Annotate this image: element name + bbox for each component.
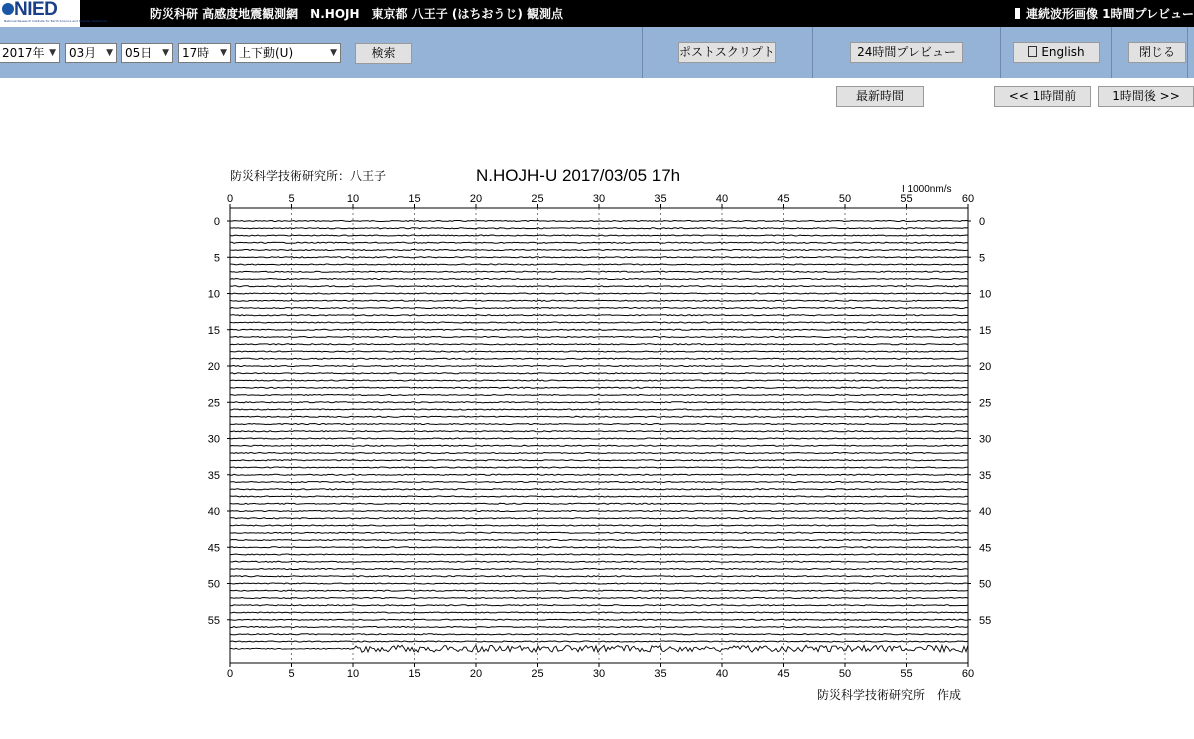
- x-tick-label-top: 5: [288, 193, 295, 205]
- month-value: 03月: [69, 46, 97, 60]
- waveform-trace: [230, 482, 968, 483]
- x-tick-label-top: 45: [777, 193, 790, 205]
- waveform-trace: [230, 235, 968, 236]
- waveform-trace: [230, 387, 968, 388]
- x-tick-label-top: 10: [346, 193, 360, 205]
- x-tick-label-bottom: 25: [531, 668, 544, 680]
- waveform-trace: [230, 641, 968, 642]
- x-tick-label-bottom: 30: [592, 668, 606, 680]
- y-tick-label-left: 5: [213, 252, 220, 265]
- x-tick-label-top: 55: [900, 193, 913, 205]
- chart-footer: 防災科学技術研究所 作成: [817, 688, 962, 702]
- x-tick-label-top: 15: [408, 193, 421, 205]
- y-tick-label-right: 0: [979, 216, 986, 228]
- waveform-trace: [230, 300, 968, 301]
- waveform-trace: [230, 228, 968, 229]
- waveform-trace: [230, 511, 968, 512]
- x-tick-label-bottom: 45: [777, 668, 790, 680]
- x-tick-label-top: 0: [226, 193, 234, 205]
- waveform-trace: [230, 322, 968, 323]
- waveform-trace: [230, 264, 968, 265]
- waveform-trace: [230, 590, 968, 591]
- y-tick-label-right: 15: [979, 324, 992, 337]
- waveform-trace: [230, 453, 968, 454]
- chevron-down-icon: ▼: [220, 48, 227, 58]
- waveform-trace: [230, 532, 968, 533]
- waveform-trace: [230, 612, 968, 613]
- waveform-trace: [230, 242, 968, 243]
- x-tick-label-top: 25: [531, 193, 544, 205]
- chevron-down-icon: ▼: [162, 48, 169, 58]
- y-tick-label-right: 40: [979, 506, 992, 518]
- waveform-trace: [230, 525, 968, 526]
- preview-24h-button[interactable]: 24時間プレビュー: [850, 42, 963, 63]
- chevron-down-icon: ▼: [49, 48, 56, 58]
- x-tick-label-bottom: 60: [961, 668, 975, 680]
- x-tick-label-top: 35: [654, 193, 667, 205]
- waveform-trace: [230, 221, 968, 222]
- waveform-trace: [230, 467, 968, 468]
- y-tick-label-left: 15: [207, 324, 220, 337]
- chart-title: N.HOJH-U 2017/03/05 17h: [476, 166, 681, 185]
- waveform-trace: [230, 576, 968, 577]
- waveform-trace: [230, 598, 968, 599]
- x-tick-label-bottom: 35: [654, 668, 667, 680]
- y-tick-label-left: 20: [207, 361, 220, 373]
- logo-subtext: National Research Institute for Earth Science and Disaster Resilience: [4, 19, 108, 23]
- component-value: 上下動(U): [239, 46, 294, 60]
- waveform-trace: [230, 416, 968, 417]
- day-value: 05日: [125, 46, 153, 60]
- y-tick-label-right: 5: [979, 252, 986, 265]
- y-tick-label-left: 40: [207, 506, 220, 518]
- y-tick-label-left: 55: [207, 614, 220, 627]
- x-tick-label-bottom: 0: [226, 668, 234, 680]
- chevron-down-icon: ▼: [106, 48, 113, 58]
- waveform-trace: [230, 474, 968, 475]
- search-button[interactable]: 検索: [355, 43, 412, 64]
- scale-label: I 1000nm/s: [902, 184, 952, 195]
- waveform-trace: [230, 351, 968, 352]
- chevron-down-icon: ▼: [330, 48, 337, 58]
- waveform-trace: [230, 431, 968, 432]
- y-tick-label-left: 0: [213, 216, 220, 228]
- y-tick-label-right: 55: [979, 614, 992, 627]
- waveform-trace: [230, 329, 968, 330]
- x-tick-label-top: 60: [961, 193, 975, 205]
- english-label: English: [1041, 45, 1085, 59]
- waveform-trace: [230, 445, 968, 446]
- waveform-trace: [230, 257, 968, 258]
- waveform-trace: [230, 395, 968, 396]
- x-tick-label-bottom: 10: [346, 668, 360, 680]
- hour-value: 17時: [182, 46, 210, 60]
- close-button[interactable]: 閉じる: [1128, 42, 1186, 63]
- prev-hour-button[interactable]: << 1時間前: [994, 86, 1091, 107]
- waveform-trace: [230, 627, 968, 628]
- y-tick-label-right: 35: [979, 469, 992, 482]
- waveform-trace: [230, 337, 968, 338]
- x-tick-label-bottom: 40: [715, 668, 729, 680]
- waveform-trace: [230, 489, 968, 490]
- y-tick-label-right: 45: [979, 542, 992, 555]
- year-value: 2017年: [2, 46, 45, 60]
- x-tick-label-top: 40: [715, 193, 729, 205]
- waveform-trace: [230, 402, 968, 403]
- header-right-text: 連続波形画像 1時間プレビュー: [1025, 7, 1194, 21]
- waveform-trace: [230, 271, 968, 272]
- chart-body: [208, 193, 992, 680]
- y-tick-label-left: 30: [207, 433, 220, 446]
- logo-text: NIED: [14, 0, 58, 20]
- waveform-trace: [230, 308, 968, 309]
- waveform-trace: [230, 496, 968, 497]
- waveform-trace: [230, 634, 968, 635]
- y-tick-label-left: 25: [207, 397, 220, 410]
- x-tick-label-bottom: 50: [838, 668, 852, 680]
- next-hour-button[interactable]: 1時間後 >>: [1098, 86, 1194, 107]
- x-tick-label-top: 20: [469, 193, 483, 205]
- page-title: 防災科研 高感度地震観測網 N.HOJH 東京都 八王子 (はちおうじ) 観測点: [150, 7, 564, 21]
- waveform-trace: [230, 250, 968, 251]
- latest-time-button[interactable]: 最新時間: [836, 86, 924, 107]
- y-tick-label-right: 25: [979, 397, 992, 410]
- y-tick-label-left: 35: [207, 469, 220, 482]
- waveform-trace: [230, 286, 968, 287]
- x-tick-label-top: 30: [592, 193, 606, 205]
- waveform-trace: [230, 424, 968, 425]
- y-tick-label-left: 50: [207, 578, 220, 591]
- postscript-button[interactable]: ポストスクリプト: [678, 42, 776, 63]
- chart-left-label: 防災科学技術研究所：八王子: [230, 169, 387, 183]
- y-tick-label-left: 10: [207, 288, 220, 301]
- waveform-trace: [230, 373, 968, 374]
- x-tick-label-bottom: 15: [408, 668, 421, 680]
- y-tick-label-left: 45: [207, 542, 220, 555]
- waveform-trace: [230, 315, 968, 316]
- y-tick-label-right: 20: [979, 361, 992, 373]
- y-tick-label-right: 10: [979, 288, 992, 301]
- x-tick-label-bottom: 20: [469, 668, 483, 680]
- waveform-trace: [230, 518, 968, 519]
- waveform-trace: [230, 460, 968, 461]
- waveform-trace: [230, 409, 968, 410]
- x-tick-label-bottom: 5: [288, 668, 295, 680]
- waveform-trace: [230, 547, 968, 548]
- waveform-trace: [230, 344, 968, 345]
- waveform-trace: [230, 605, 968, 606]
- x-tick-label-bottom: 55: [900, 668, 913, 680]
- y-tick-label-right: 30: [979, 433, 992, 446]
- y-tick-label-right: 50: [979, 578, 992, 591]
- waveform-trace: [230, 561, 968, 562]
- x-tick-label-top: 50: [838, 193, 852, 205]
- waveform-trace: [230, 380, 968, 381]
- waveform-trace: [230, 366, 968, 367]
